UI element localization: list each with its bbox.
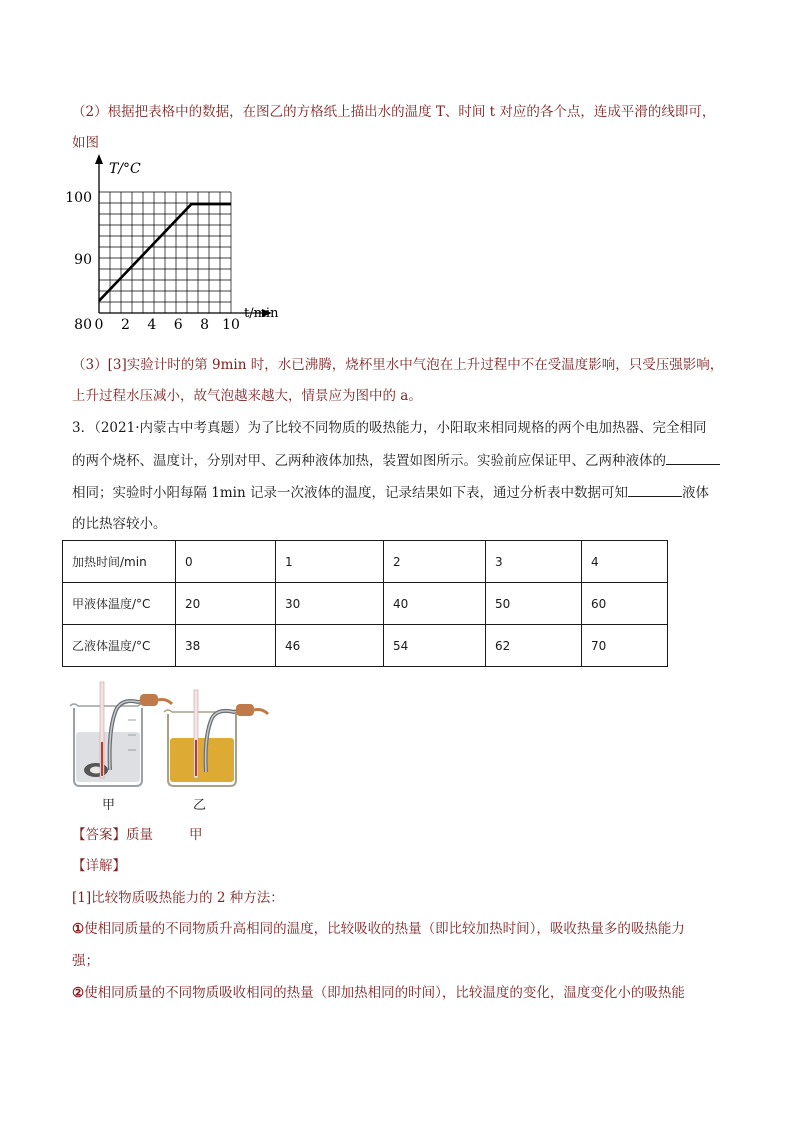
temperature-time-graph [65,152,288,337]
paragraph-3-line-1: （3）[3]实验计时的第 9min 时，水已沸腾，烧杯里水中气泡在上升过程中不在受温度影响，只受压强影响， [72,357,724,373]
beaker-right [164,690,268,786]
item-2-mark: ② [72,985,85,1001]
table-cell: 70 [582,625,668,667]
question-3-line-3-text: 相同；实验时小阳每隔 1min 记录一次液体的温度，记录结果如下表，通过分析表中数据可知 [72,485,628,501]
question-3-line-2-text: 的两个烧杯、温度计，分别对甲、乙两种液体加热，装置如图所示。实验前应保证甲、乙两种液体的 [72,453,666,469]
table-cell: 50 [486,583,582,625]
beaker-left [70,682,172,786]
question-3-line-1: 3．（2021·内蒙古中考真题）为了比较不同物质的吸热能力，小阳取来相同规格的两个电加热器、完全相同 [72,420,707,436]
table-row [63,583,668,625]
x-tick-label: 0 [94,317,104,333]
table-cell: 3 [486,541,582,583]
grid [99,192,231,313]
table-row [63,541,668,583]
detail-item-2 [72,983,685,1003]
table-cell: 0 [176,541,276,583]
detail-line-1: [1]比较物质吸热能力的 2 种方法： [72,890,284,906]
table-cell: 20 [176,583,276,625]
x-axis-label: t/min [244,306,279,321]
item-1-text: 使相同质量的不同物质升高相同的温度，比较吸收的热量（即比较加热时间），吸收热量多的吸热能力 [84,921,685,937]
liquid-right [170,738,234,782]
table-cell: 54 [384,625,486,667]
table-row [63,625,668,667]
table-cell: 60 [582,583,668,625]
paragraph-3-line-2: 上升过程水压减小，故气泡越来越大，情景应为图中的 a。 [72,388,422,404]
x-tick-label: 4 [147,317,157,333]
beaker-illustration [68,680,278,795]
x-tick-label: 10 [222,317,240,333]
beaker-right-label: 乙 [193,798,207,813]
table-cell: 甲液体温度/°C [63,583,176,625]
table-cell: 38 [176,625,276,667]
question-3-line-4: 的比热容较小。 [72,516,167,532]
table-cell: 40 [384,583,486,625]
question-3-line-2 [72,450,720,471]
paragraph-2-line-1: （2）根据把表格中的数据，在图乙的方格纸上描出水的温度 T、时间 t 对应的各个点，连成平滑的线即可， [72,104,716,120]
answer-label: 【答案】 [72,827,126,843]
detail-item-1 [72,919,685,939]
table-cell: 2 [384,541,486,583]
beaker-left-label: 甲 [102,798,116,813]
item-1-mark: ① [72,921,85,937]
table-cell: 乙液体温度/°C [63,625,176,667]
answer-value-1: 质量 [126,827,153,843]
detail-item-1-cont: 强； [72,953,99,969]
answer-blank-1[interactable] [666,450,720,465]
answer-value-2: 甲 [189,827,203,843]
x-tick-label: 2 [120,317,130,333]
answer-line [72,825,203,845]
item-2-text: 使相同质量的不同物质吸收相同的热量（即加热相同的时间），比较温度的变化，温度变化小的吸热能 [84,985,685,1001]
table-cell: 30 [276,583,384,625]
paragraph-2-line-2: 如图 [72,135,99,151]
y-axis-arrow [95,154,103,164]
question-3-line-3-tail: 液体 [681,485,709,501]
detail-label: 【详解】 [72,858,126,874]
y-tick-90: 90 [74,252,92,268]
answer-blank-2[interactable] [628,482,682,497]
y-tick-100: 100 [65,190,92,206]
table-cell: 4 [582,541,668,583]
y-axis-label: T/°C [109,161,141,177]
x-tick-label: 8 [200,317,210,333]
question-3-line-3 [72,482,709,503]
y-tick-80: 80 [74,317,92,333]
table-cell: 1 [276,541,384,583]
temperature-table [62,540,668,667]
x-tick-label: 6 [173,317,183,333]
table-cell: 46 [276,625,384,667]
table-cell: 62 [486,625,582,667]
table-cell: 加热时间/min [63,541,176,583]
